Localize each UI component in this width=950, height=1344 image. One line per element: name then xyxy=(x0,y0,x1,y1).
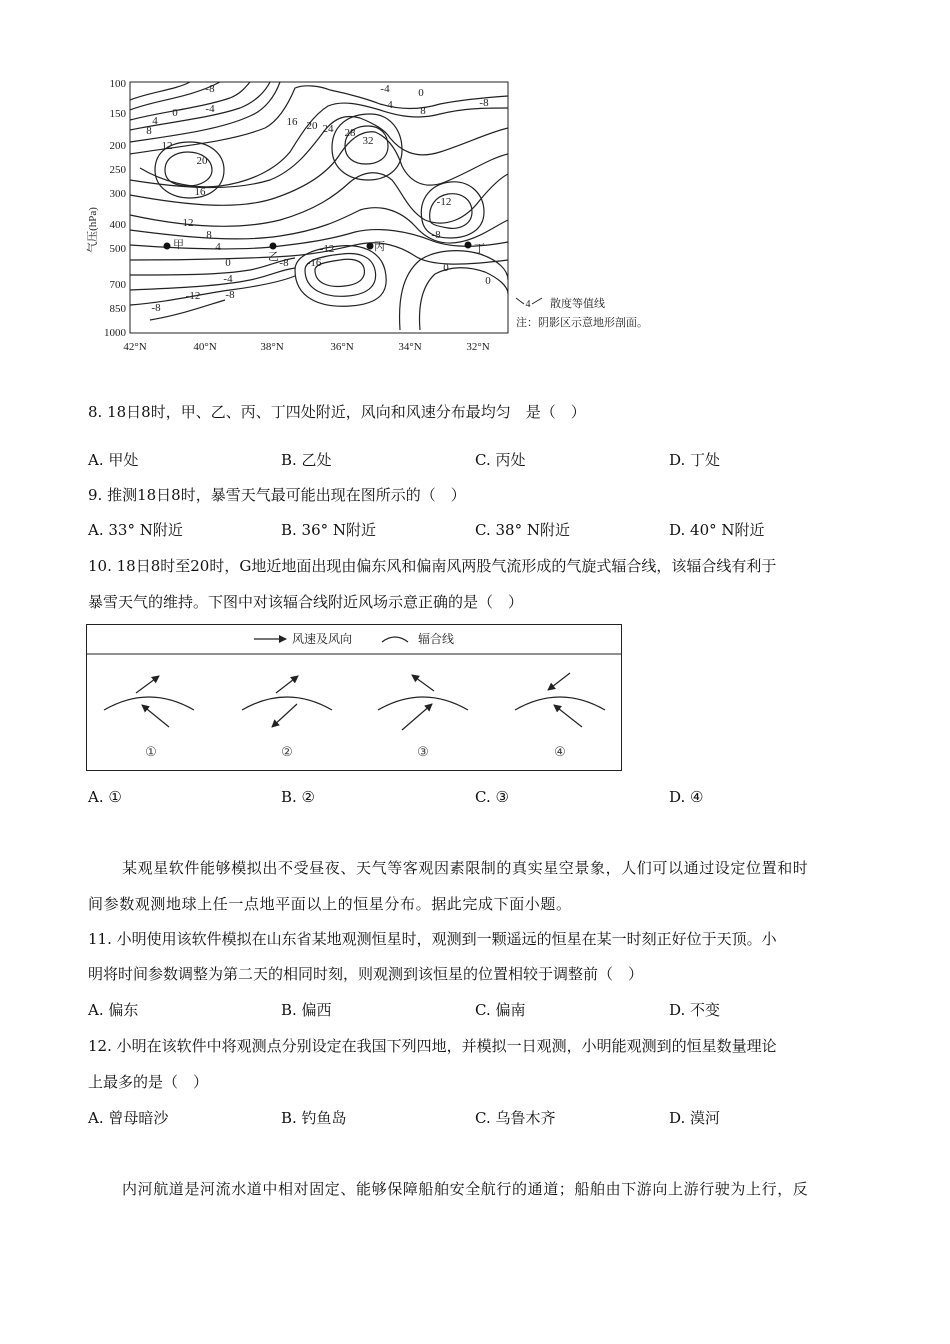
q10-option-d[interactable]: D. ④ xyxy=(669,788,704,806)
contour-label: -12 xyxy=(319,243,335,255)
point-label: 乙 xyxy=(268,251,279,263)
q11-option-d[interactable]: D. 不变 xyxy=(669,1001,721,1019)
passage2-line1: 内河航道是河流水道中相对固定、能够保障船舶安全航行的通道；船舶由下游向上游行驶为上行，反 xyxy=(122,1180,809,1198)
contour-label: -8 xyxy=(205,83,215,95)
x-tick: 34°N xyxy=(398,341,422,353)
panel-4 xyxy=(515,673,605,759)
contour-label: 4 xyxy=(387,99,393,111)
panel-3 xyxy=(378,675,468,759)
x-tick: 42°N xyxy=(123,341,147,353)
contour-label: -8 xyxy=(279,257,289,269)
q10-option-b[interactable]: B. ② xyxy=(281,788,316,806)
wind-arrow xyxy=(548,673,570,690)
y-tick: 250 xyxy=(109,164,126,176)
point-yi xyxy=(270,243,277,250)
point-bing xyxy=(367,243,374,250)
contour-label: 16 xyxy=(194,186,206,198)
x-tick: 36°N xyxy=(330,341,354,353)
x-tick: 40°N xyxy=(193,341,217,353)
contour-label: -12 xyxy=(185,290,201,302)
contour-label: 8 xyxy=(206,229,212,241)
convergence-line xyxy=(242,697,332,710)
y-tick: 200 xyxy=(109,140,126,152)
contour-label: 0 xyxy=(225,257,231,269)
y-tick: 700 xyxy=(109,279,126,291)
y-tick: 850 xyxy=(109,303,126,315)
q10-option-a[interactable]: A. ① xyxy=(88,788,122,806)
q11-option-c[interactable]: C. 偏南 xyxy=(475,1001,526,1019)
q12-option-a[interactable]: A. 曾母暗沙 xyxy=(88,1109,169,1127)
panel-1 xyxy=(104,676,194,759)
point-label: 丁 xyxy=(474,243,485,255)
panel-label: ① xyxy=(145,744,157,759)
divergence-cross-section-figure xyxy=(80,70,680,365)
y-tick-labels xyxy=(104,78,127,339)
legend-value: 4 xyxy=(525,299,531,310)
contour-label: 20 xyxy=(306,120,318,132)
contour-label: 24 xyxy=(322,123,334,135)
wind-arrow xyxy=(276,676,298,693)
contour-label: -12 xyxy=(436,196,452,208)
q8-option-d[interactable]: D. 丁处 xyxy=(669,451,721,469)
contour-label: 0 xyxy=(485,275,491,287)
contour-label: 32 xyxy=(362,135,374,147)
contour-label: -8 xyxy=(431,229,441,241)
q9-option-b[interactable]: B. 36° N附近 xyxy=(281,521,377,539)
contour-label: 8 xyxy=(146,125,152,137)
contour-label: -8 xyxy=(225,289,235,301)
point-jia xyxy=(164,243,171,250)
q12-stem-line1: 12. 小明在该软件中将观测点分别设定在我国下列四地，并模拟一日观测，小明能观测到的恒星数量理论 xyxy=(88,1037,777,1055)
contour-label: 4 xyxy=(152,115,158,127)
contour-label: -8 xyxy=(479,97,489,109)
contour-label: 0 xyxy=(443,262,449,274)
contour-label: 0 xyxy=(172,107,178,119)
q8-stem: 8. 18日8时，甲、乙、丙、丁四处附近，风向和风速分布最均匀 是（ ） xyxy=(88,403,586,421)
q11-stem-line1: 11. 小明使用该软件模拟在山东省某地观测恒星时，观测到一颗遥远的恒星在某一时刻正好位于天顶。小 xyxy=(88,930,777,948)
figure-frame xyxy=(87,625,622,771)
contour-label: -8 xyxy=(151,302,161,314)
contour-label: -4 xyxy=(380,83,390,95)
convergence-line xyxy=(378,697,468,710)
q9-stem: 9. 推测18日8时，暴雪天气最可能出现在图所示的（ ） xyxy=(88,486,466,504)
point-label: 丙 xyxy=(374,241,385,253)
convergence-line xyxy=(104,697,194,710)
legend-line-label: 辐合线 xyxy=(418,632,455,646)
contour-label: 12 xyxy=(161,140,173,152)
q8-option-a[interactable]: A. 甲处 xyxy=(88,451,139,469)
q11-option-a[interactable]: A. 偏东 xyxy=(88,1001,139,1019)
contour-label: 0 xyxy=(418,87,424,99)
q12-option-b[interactable]: B. 钓鱼岛 xyxy=(281,1109,347,1127)
wind-arrow xyxy=(142,705,169,727)
q10-stem-line1: 10. 18日8时至20时，G地近地面出现由偏东风和偏南风两股气流形成的气旋式辐合线，该辐合线有利于 xyxy=(88,557,777,575)
convergence-line xyxy=(515,697,605,710)
legend-wind-label: 风速及风向 xyxy=(292,632,353,646)
wind-arrow xyxy=(272,704,297,727)
contour-label: 20 xyxy=(196,155,208,167)
point-label: 甲 xyxy=(173,239,184,251)
q10-option-c[interactable]: C. ③ xyxy=(475,788,509,806)
wind-arrow xyxy=(136,676,159,693)
wind-field-figure xyxy=(86,624,623,772)
q12-stem-line2: 上最多的是（ ） xyxy=(88,1073,209,1091)
q11-option-b[interactable]: B. 偏西 xyxy=(281,1001,332,1019)
y-tick: 150 xyxy=(109,108,126,120)
contour-label: -4 xyxy=(223,273,233,285)
x-tick: 38°N xyxy=(260,341,284,353)
q9-option-c[interactable]: C. 38° N附近 xyxy=(475,521,570,539)
figure-note: 注：阴影区示意地形剖面。 xyxy=(516,317,648,329)
panel-label: ④ xyxy=(554,744,566,759)
y-tick: 500 xyxy=(109,243,126,255)
contour-label: 28 xyxy=(344,127,356,139)
convergence-line-legend-icon xyxy=(382,637,408,642)
wind-arrow xyxy=(554,705,582,727)
y-axis-label: 气压(hPa) xyxy=(87,207,99,253)
y-tick: 300 xyxy=(109,188,126,200)
contour-label: -4 xyxy=(205,103,215,115)
x-tick: 32°N xyxy=(466,341,490,353)
legend-label: 散度等值线 xyxy=(550,298,605,310)
q8-option-b[interactable]: B. 乙处 xyxy=(281,451,332,469)
contour-label: 12 xyxy=(182,217,194,229)
contour-label: -16 xyxy=(306,257,322,269)
y-tick: 1000 xyxy=(104,327,126,339)
passage1-line2: 间参数观测地球上任一点地平面以上的恒星分布。据此完成下面小题。 xyxy=(88,895,572,913)
contour-label: 16 xyxy=(286,116,298,128)
q8-option-c[interactable]: C. 丙处 xyxy=(475,451,526,469)
contour-label: 4 xyxy=(215,241,221,253)
x-tick-labels xyxy=(123,341,489,353)
q12-option-c[interactable]: C. 乌鲁木齐 xyxy=(475,1109,556,1127)
panel-label: ③ xyxy=(417,744,429,759)
y-tick: 100 xyxy=(109,78,126,90)
wind-arrow xyxy=(402,704,432,730)
q11-stem-line2: 明将时间参数调整为第二天的相同时刻，则观测到该恒星的位置相较于调整前（ ） xyxy=(88,965,644,983)
panel-2 xyxy=(242,676,332,759)
q12-option-d[interactable]: D. 漠河 xyxy=(669,1109,721,1127)
q10-stem-line2: 暴雪天气的维持。下图中对该辐合线附近风场示意正确的是（ ） xyxy=(88,593,524,611)
figure-legend xyxy=(516,296,648,329)
q9-option-a[interactable]: A. 33° N附近 xyxy=(88,521,183,539)
y-tick: 400 xyxy=(109,219,126,231)
wind-arrow xyxy=(412,675,434,691)
point-ding xyxy=(465,242,472,249)
panel-label: ② xyxy=(281,744,293,759)
q9-option-d[interactable]: D. 40° N附近 xyxy=(669,521,765,539)
passage1-line1: 某观星软件能够模拟出不受昼夜、天气等客观因素限制的真实星空景象，人们可以通过设定位置和时 xyxy=(122,859,809,877)
contour-label: 8 xyxy=(420,105,426,117)
